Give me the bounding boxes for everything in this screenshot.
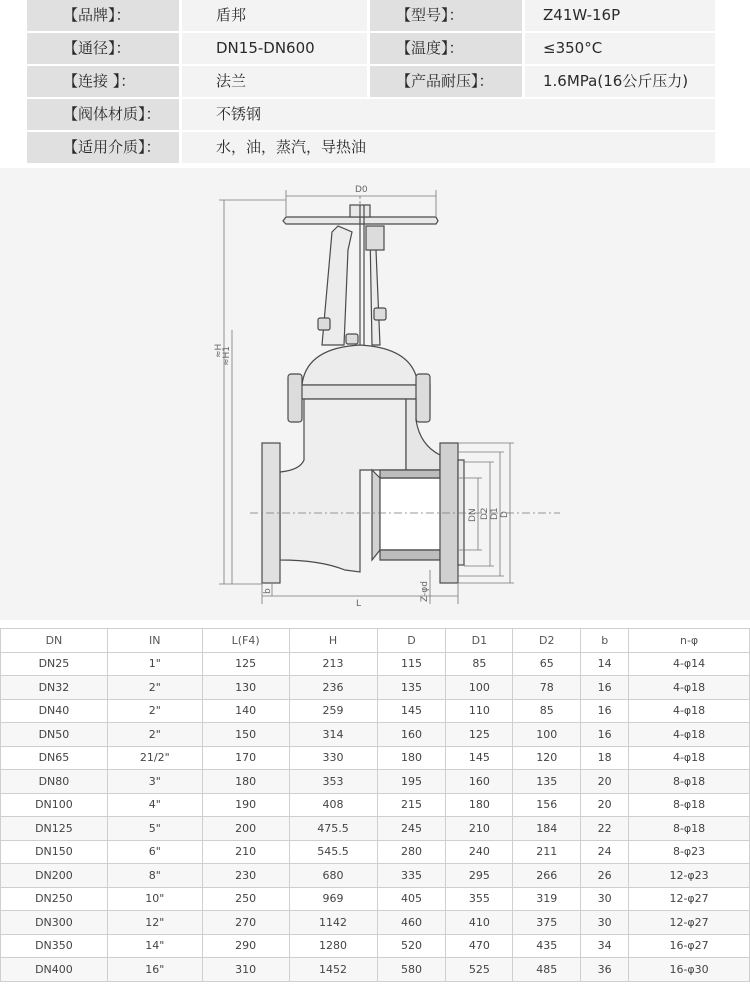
table-cell: 180 [377,746,446,770]
table-cell: 240 [446,840,513,864]
table-row [1,911,750,935]
table-cell: 10" [107,887,202,911]
table-cell: 969 [289,887,377,911]
table-cell: 30 [581,911,629,935]
table-cell: 100 [446,676,513,700]
table-cell: 200 [202,817,289,841]
table-cell: 36 [581,958,629,982]
table-cell: 5" [107,817,202,841]
table-cell: 110 [446,699,513,723]
table-cell: 180 [202,770,289,794]
table-row [1,840,750,864]
table-row [1,699,750,723]
table-cell: 250 [202,887,289,911]
table-cell: 120 [513,746,581,770]
table-cell: 245 [377,817,446,841]
table-cell: 16 [581,676,629,700]
table-cell: 65 [513,652,581,676]
pressure-label: 【产品耐压】： [370,66,522,97]
table-cell: 20 [581,770,629,794]
table-cell: 160 [446,770,513,794]
table-cell: 170 [202,746,289,770]
table-cell: 20 [581,793,629,817]
medium-label: 【适用介质】： [27,132,179,163]
table-cell: 545.5 [289,840,377,864]
table-cell: 290 [202,934,289,958]
connection-value: 法兰 [182,66,367,97]
label-d: D [500,511,510,518]
table-cell: 130 [202,676,289,700]
table-cell: 520 [377,934,446,958]
table-cell: 525 [446,958,513,982]
table-cell: 150 [202,723,289,747]
table-cell: 3" [107,770,202,794]
table-cell: 355 [446,887,513,911]
label-h: ≈H [214,343,224,358]
table-cell: 26 [581,864,629,888]
gate-valve-drawing [0,168,750,620]
temperature-value: ≤350°C [525,33,715,64]
table-cell: DN50 [1,723,108,747]
label-d0: D0 [355,185,368,195]
table-cell: 408 [289,793,377,817]
table-cell: DN32 [1,676,108,700]
table-cell: 16-φ30 [629,958,750,982]
model-label: 【型号】： [370,0,522,31]
table-cell: DN65 [1,746,108,770]
table-cell: DN80 [1,770,108,794]
dimension-table-body [1,652,750,981]
table-cell: 580 [377,958,446,982]
table-cell: 1280 [289,934,377,958]
table-cell: 210 [202,840,289,864]
table-cell: 24 [581,840,629,864]
table-cell: 18 [581,746,629,770]
table-row [1,887,750,911]
spec-row-material [27,99,715,132]
col-header-d1: D1 [446,629,513,653]
col-header-d2: D2 [513,629,581,653]
table-row [1,793,750,817]
table-cell: 135 [513,770,581,794]
table-cell: 475.5 [289,817,377,841]
model-value: Z41W-16P [525,0,715,31]
connection-label: 【连接 】： [27,66,179,97]
table-row [1,746,750,770]
table-cell: 1" [107,652,202,676]
table-cell: 4-φ14 [629,652,750,676]
table-cell: 460 [377,911,446,935]
table-row [1,676,750,700]
table-cell: 405 [377,887,446,911]
table-cell: DN125 [1,817,108,841]
table-cell: 8-φ23 [629,840,750,864]
material-label: 【阀体材质】： [27,99,179,130]
table-cell: 353 [289,770,377,794]
table-cell: 21/2" [107,746,202,770]
table-cell: 314 [289,723,377,747]
table-cell: 4-φ18 [629,676,750,700]
table-row [1,934,750,958]
table-cell: 2" [107,723,202,747]
col-header-d: D [377,629,446,653]
table-cell: DN350 [1,934,108,958]
table-cell: 135 [377,676,446,700]
table-cell: 259 [289,699,377,723]
table-cell: 211 [513,840,581,864]
col-header-l: L(F4) [202,629,289,653]
table-cell: 375 [513,911,581,935]
table-cell: 160 [377,723,446,747]
table-cell: 270 [202,911,289,935]
diameter-value: DN15-DN600 [182,33,367,64]
label-dn: DN [468,508,478,522]
table-cell: 34 [581,934,629,958]
table-cell: DN40 [1,699,108,723]
diameter-label: 【通径】： [27,33,179,64]
spec-row-connection [27,66,715,99]
col-header-in: IN [107,629,202,653]
table-cell: 16-φ27 [629,934,750,958]
table-cell: 213 [289,652,377,676]
table-cell: 2" [107,676,202,700]
temperature-label: 【温度】： [370,33,522,64]
table-cell: 85 [446,652,513,676]
table-row [1,864,750,888]
valve-drawing-panel [0,168,750,620]
table-cell: 330 [289,746,377,770]
table-cell: 485 [513,958,581,982]
table-cell: 1452 [289,958,377,982]
table-cell: 435 [513,934,581,958]
table-cell: DN100 [1,793,108,817]
table-cell: 140 [202,699,289,723]
label-l: L [356,599,362,609]
table-cell: 4-φ18 [629,699,750,723]
col-header-h: H [289,629,377,653]
table-cell: 125 [202,652,289,676]
spec-table [27,0,715,165]
table-cell: 14 [581,652,629,676]
table-cell: 125 [446,723,513,747]
table-cell: 14" [107,934,202,958]
brand-value: 盾邦 [182,0,367,31]
table-cell: 6" [107,840,202,864]
table-cell: DN25 [1,652,108,676]
table-row [1,817,750,841]
table-cell: 215 [377,793,446,817]
table-cell: 195 [377,770,446,794]
material-value: 不锈钢 [182,99,715,130]
spec-row-medium [27,132,715,165]
table-cell: 210 [446,817,513,841]
table-cell: 410 [446,911,513,935]
table-cell: DN150 [1,840,108,864]
label-d1: D1 [490,507,500,520]
table-cell: 4" [107,793,202,817]
table-cell: DN300 [1,911,108,935]
table-cell: 16" [107,958,202,982]
dimension-table [0,628,750,982]
col-header-dn: DN [1,629,108,653]
table-cell: DN250 [1,887,108,911]
table-cell: 335 [377,864,446,888]
table-cell: 230 [202,864,289,888]
table-cell: 8-φ18 [629,793,750,817]
valve-outline [262,205,464,583]
table-cell: 156 [513,793,581,817]
table-cell: 295 [446,864,513,888]
table-cell: 16 [581,699,629,723]
table-header-row [1,629,750,653]
table-row [1,770,750,794]
table-cell: 12" [107,911,202,935]
table-cell: 180 [446,793,513,817]
table-cell: 100 [513,723,581,747]
table-cell: 12-φ27 [629,911,750,935]
table-cell: 310 [202,958,289,982]
table-cell: 16 [581,723,629,747]
table-cell: 115 [377,652,446,676]
table-cell: 280 [377,840,446,864]
spec-row-brand [27,0,715,33]
brand-label: 【品牌】： [27,0,179,31]
label-z-phi-d: Z-φd [420,581,430,602]
table-cell: 470 [446,934,513,958]
label-h1: ≈H1 [222,345,232,366]
pressure-value: 1.6MPa(16公斤压力) [525,66,715,97]
col-header-n-phi: n-φ [629,629,750,653]
table-cell: 8-φ18 [629,817,750,841]
table-cell: 30 [581,887,629,911]
table-cell: 4-φ18 [629,746,750,770]
table-cell: DN200 [1,864,108,888]
col-header-b: b [581,629,629,653]
table-cell: 190 [202,793,289,817]
table-cell: 145 [446,746,513,770]
table-cell: 1142 [289,911,377,935]
spec-row-diameter [27,33,715,66]
table-row [1,652,750,676]
table-cell: 266 [513,864,581,888]
table-cell: 319 [513,887,581,911]
table-cell: 236 [289,676,377,700]
table-cell: 184 [513,817,581,841]
table-cell: 8" [107,864,202,888]
table-cell: 12-φ23 [629,864,750,888]
table-cell: 145 [377,699,446,723]
table-cell: 78 [513,676,581,700]
table-cell: 680 [289,864,377,888]
table-cell: 2" [107,699,202,723]
table-row [1,723,750,747]
table-cell: DN400 [1,958,108,982]
label-b: b [263,588,273,594]
label-d2: D2 [480,507,490,520]
table-row [1,958,750,982]
table-cell: 8-φ18 [629,770,750,794]
table-cell: 4-φ18 [629,723,750,747]
table-cell: 22 [581,817,629,841]
table-cell: 85 [513,699,581,723]
medium-value: 水，油，蒸汽，导热油 [182,132,715,163]
table-cell: 12-φ27 [629,887,750,911]
